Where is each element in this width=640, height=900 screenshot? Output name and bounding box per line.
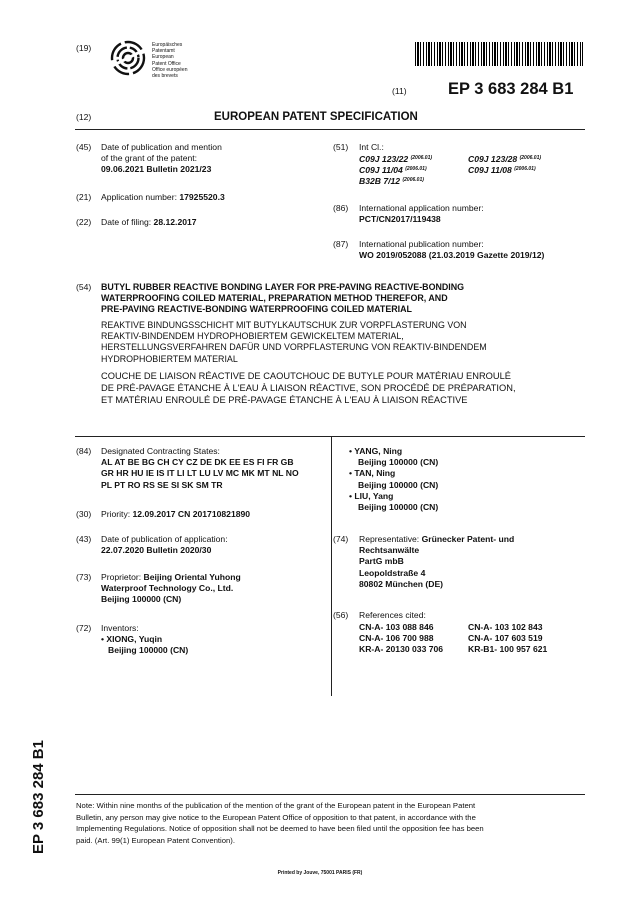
application-publication [101, 534, 228, 556]
title-french-line: DE PRÉ-PAVAGE ÉTANCHE À L'EAU À LIAISON RÉACTIVE, SON PROCÉDÉ DE PRÉPARATION, [101, 383, 516, 393]
bullet-icon: • [349, 490, 353, 501]
filing-date-label: Date of filing: [101, 217, 154, 227]
representative-name: PartG mbB [359, 556, 404, 567]
inid-43: (43) [76, 534, 92, 544]
grant-label: of the grant of the patent: [101, 153, 198, 164]
references-col2 [468, 622, 547, 656]
reference-item: CN-A- 103 102 843 [468, 622, 543, 632]
representative-address: 80802 München (DE) [359, 578, 444, 589]
references-col1 [359, 622, 443, 656]
inventor-name: LIU, Yang [354, 490, 394, 501]
inid-12: (12) [76, 112, 92, 122]
inid-74: (74) [333, 534, 349, 544]
epo-logo [110, 40, 146, 76]
int-cl-label: Int Cl.: [359, 142, 384, 152]
inid-84: (84) [76, 446, 92, 456]
inid-51: (51) [333, 142, 349, 152]
document-type: EUROPEAN PATENT SPECIFICATION [214, 111, 418, 123]
inventor-address: Beijing 100000 (CN) [358, 502, 439, 513]
int-class-code: C09J 11/08 [468, 165, 512, 175]
application-number-value: 17925520.3 [179, 192, 225, 202]
inventor-name: TAN, Ning [354, 468, 396, 479]
title-french-line: ET MATÉRIAU ENROULÉ DE PRÉ-PAVAGE ÉTANCHE À L'EAU À LIAISON RÉACTIVE [101, 395, 468, 405]
office-name-line: Europäisches [152, 42, 183, 48]
title-german-line: REAKTIV-BINDENDEM HYDROPHOBIERTEM GEWICKELTEM MATERIAL, [101, 331, 404, 342]
representative [359, 534, 514, 590]
priority-value: 12.09.2017 CN 201710821890 [132, 509, 251, 519]
intl-application [359, 203, 484, 225]
reference-item: CN-A- 103 088 846 [359, 622, 434, 632]
references-label: References cited: [359, 610, 426, 620]
inid-30: (30) [76, 509, 92, 519]
proprietor [101, 572, 241, 606]
designated-states-line: AL AT BE BG CH CY CZ DE DK EE ES FI FR GB [101, 457, 294, 468]
int-class-code: C09J 123/28 [468, 154, 518, 164]
application-publication-value: 22.07.2020 Bulletin 2020/30 [101, 545, 212, 556]
bullet-icon: • [101, 634, 105, 645]
representative-label: Representative: [359, 534, 422, 544]
inventor-address: Beijing 100000 (CN) [108, 645, 189, 656]
side-publication-number: EP 3 683 284 B1 [30, 740, 47, 854]
office-name-line: Patentamt [152, 48, 175, 55]
representative-name: Grünecker Patent- und [421, 534, 515, 544]
title-divider [75, 436, 585, 437]
int-class-version: (2006.01) [405, 166, 427, 172]
inid-45: (45) [76, 142, 92, 152]
proprietor-address: Beijing 100000 (CN) [101, 594, 182, 605]
representative-address: Leopoldstraße 4 [359, 567, 426, 578]
proprietor-name: Beijing Oriental Yuhong [143, 572, 241, 582]
int-class-version: (2006.01) [402, 177, 424, 183]
office-name-line: Patent Office [152, 60, 181, 67]
int-class [468, 164, 536, 176]
title-german-line: REAKTIVE BINDUNGSSCHICHT MIT BUTYLKAUTSCHUK ZUR VORPFLASTERUNG VON [101, 320, 467, 330]
title-german [101, 320, 487, 365]
title-english-line: WATERPROOFING COILED MATERIAL, PREPARATION METHOD THEREFOR, AND [101, 293, 448, 304]
inid-73: (73) [76, 572, 92, 582]
reference-item: KR-A- 20130 033 706 [359, 644, 444, 655]
inventors-label: Inventors: [101, 623, 139, 633]
inid-54: (54) [76, 282, 92, 292]
inid-11: (11) [392, 86, 407, 96]
priority-label: Priority: [101, 509, 133, 519]
inventor-name: XIONG, Yuqin [106, 634, 163, 645]
title-french-line: COUCHE DE LIAISON RÉACTIVE DE CAOUTCHOUC DE BUTYLE POUR MATÉRIAU ENROULÉ [101, 371, 511, 381]
header-divider [75, 129, 585, 130]
inid-86: (86) [333, 203, 349, 213]
epo-logo-icon [110, 40, 146, 76]
application-number [101, 192, 225, 203]
office-name-line: Office européen [152, 66, 188, 73]
more-inventors [349, 446, 438, 513]
priority [101, 509, 250, 520]
int-class-code: B32B 7/12 [359, 176, 401, 186]
reference-item: CN-A- 106 700 988 [359, 633, 434, 644]
note-divider [75, 794, 585, 795]
barcode [415, 42, 583, 66]
inid-22: (22) [76, 217, 92, 227]
designated-states-line: GR HR HU IE IS IT LI LT LU LV MC MK MT NL NO [101, 468, 299, 479]
grant-publication [101, 142, 222, 176]
title-french [101, 370, 516, 406]
designated-states [101, 446, 299, 491]
application-number-label: Application number: [101, 192, 180, 202]
application-publication-label: Date of publication of application: [101, 534, 228, 544]
bullet-icon: • [349, 468, 353, 479]
filing-date [101, 217, 197, 228]
title-english-line: PRE-PAVING REACTIVE-BONDING WATERPROOFING COILED MATERIAL [101, 304, 412, 315]
inventor-name: YANG, Ning [354, 446, 403, 456]
reference-item: CN-A- 107 603 519 [468, 633, 543, 644]
inid-72: (72) [76, 623, 92, 633]
designated-states-label: Designated Contracting States: [101, 446, 220, 456]
note-line: paid. (Art. 99(1) European Patent Convention). [76, 836, 235, 846]
bullet-icon: • [349, 446, 353, 456]
inventor-address: Beijing 100000 (CN) [358, 479, 439, 490]
intl-application-label: International application number: [359, 203, 484, 213]
int-class-code: C09J 11/04 [359, 165, 403, 175]
inid-56: (56) [333, 610, 349, 620]
publication-number: EP 3 683 284 B1 [448, 80, 574, 98]
inventors [101, 623, 188, 657]
column-divider [331, 436, 332, 696]
grant-date: 09.06.2021 Bulletin 2021/23 [101, 164, 212, 175]
office-name-line: des brevets [152, 73, 178, 80]
intl-publication-label: International publication number: [359, 239, 484, 249]
opposition-note [76, 800, 484, 847]
proprietor-label: Proprietor: [101, 572, 144, 582]
intl-application-value: PCT/CN2017/119438 [359, 214, 441, 225]
int-class-version: (2006.01) [514, 166, 536, 172]
grant-label: Date of publication and mention [101, 142, 222, 152]
int-class [359, 175, 424, 187]
inid-19: (19) [76, 43, 92, 53]
intl-publication [359, 239, 544, 261]
title-german-line: HYDROPHOBIERTEM MATERIAL [101, 353, 238, 364]
office-name [152, 42, 188, 79]
proprietor-name: Waterproof Technology Co., Ltd. [101, 583, 234, 594]
int-class-code: C09J 123/22 [359, 154, 409, 164]
int-class-version: (2006.01) [410, 155, 433, 161]
title-english [101, 282, 464, 316]
inid-21: (21) [76, 192, 92, 202]
intl-publication-value: WO 2019/052088 (21.03.2019 Gazette 2019/12) [359, 250, 545, 261]
note-line: Bulletin, any person may give notice to the European Patent Office of opposition to that patent, in accordance with the [76, 812, 476, 822]
reference-item: KR-B1- 100 957 621 [468, 644, 548, 655]
title-german-line: HERSTELLUNGSVERFAHREN DAFÜR UND VORPFLASTERUNG VON REAKTIV-BINDENDEM [101, 342, 487, 353]
printer-line: Printed by Jouve, 75001 PARIS (FR) [277, 870, 363, 876]
inid-87: (87) [333, 239, 349, 249]
note-line: Note: Within nine months of the publication of the mention of the grant of the European patent in the European Patent [76, 801, 476, 810]
representative-name: Rechtsanwälte [359, 545, 420, 556]
designated-states-line: PL PT RO RS SE SI SK SM TR [101, 479, 223, 490]
filing-date-value: 28.12.2017 [153, 217, 197, 227]
title-english-line: BUTYL RUBBER REACTIVE BONDING LAYER FOR PRE-PAVING REACTIVE-BONDING [101, 282, 465, 292]
int-class-version: (2006.01) [519, 155, 542, 161]
office-name-line: European [152, 54, 174, 61]
note-line: Implementing Regulations. Notice of opposition shall not be deemed to have been filed until the opposition fee has been [76, 824, 484, 834]
inventor-address: Beijing 100000 (CN) [358, 457, 439, 468]
